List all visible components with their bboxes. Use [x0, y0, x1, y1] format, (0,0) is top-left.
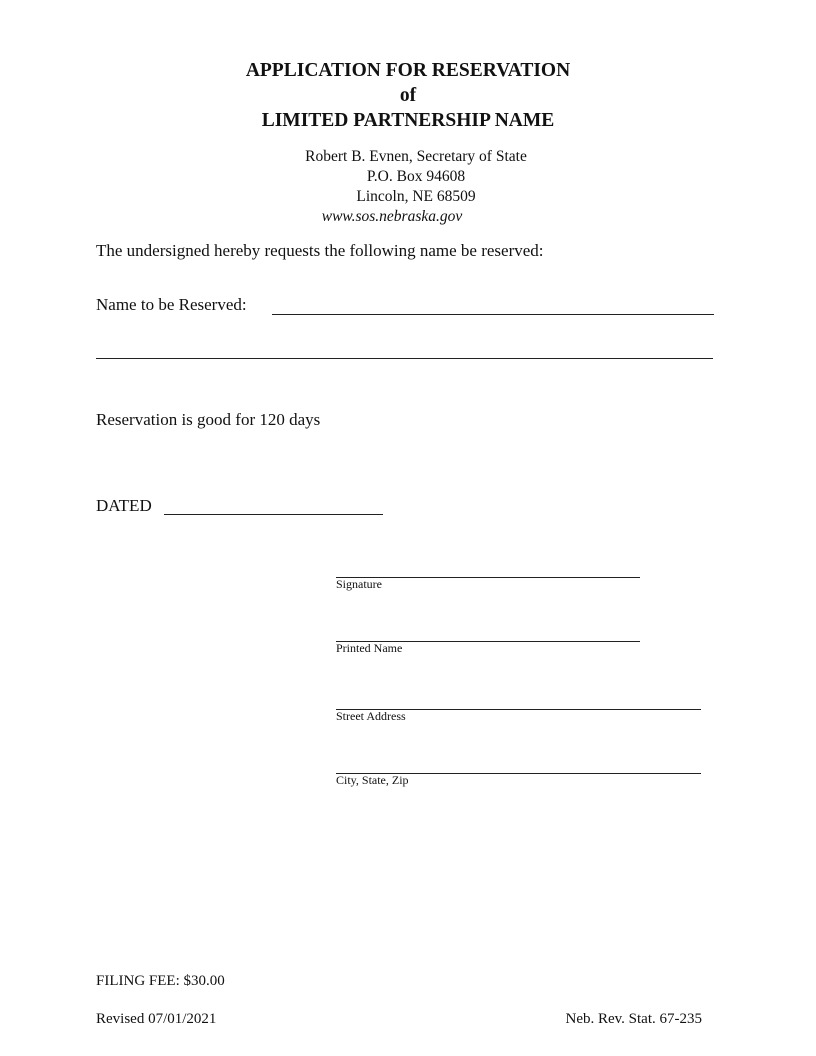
street-address-label: Street Address	[336, 709, 406, 723]
name-to-be-reserved-field-line-2[interactable]	[96, 338, 713, 358]
office-city-state-zip: Lincoln, NE 68509	[356, 188, 476, 205]
city-state-zip-label: City, State, Zip	[336, 773, 409, 787]
revised-date: Revised 07/01/2021	[96, 1011, 217, 1027]
intro-text: The undersigned hereby requests the following name be reserved:	[96, 241, 544, 260]
filing-fee: FILING FEE: $30.00	[96, 973, 225, 989]
statute-reference: Neb. Rev. Stat. 67-235	[565, 1011, 702, 1027]
form-title-line-3: LIMITED PARTNERSHIP NAME	[261, 110, 555, 131]
street-address-field[interactable]	[336, 688, 701, 708]
signature-field[interactable]	[336, 556, 640, 576]
office-po-box: P.O. Box 94608	[366, 168, 466, 185]
name-to-be-reserved-label: Name to be Reserved:	[96, 295, 247, 314]
dated-underline	[164, 514, 383, 515]
name-to-be-reserved-field[interactable]	[272, 294, 714, 314]
form-title-line-1: APPLICATION FOR RESERVATION	[245, 60, 571, 81]
reservation-duration-note: Reservation is good for 120 days	[96, 410, 321, 429]
dated-label: DATED	[96, 496, 152, 515]
name-to-be-reserved-underline	[272, 314, 714, 315]
office-website: www.sos.nebraska.gov	[321, 208, 463, 225]
city-state-zip-field[interactable]	[336, 752, 701, 772]
office-name: Robert B. Evnen, Secretary of State	[305, 148, 527, 165]
name-to-be-reserved-underline-2	[96, 358, 713, 359]
dated-field[interactable]	[164, 494, 383, 514]
form-title-line-2: of	[399, 85, 417, 106]
printed-name-label: Printed Name	[336, 641, 403, 655]
printed-name-field[interactable]	[336, 620, 640, 640]
signature-label: Signature	[336, 577, 382, 591]
